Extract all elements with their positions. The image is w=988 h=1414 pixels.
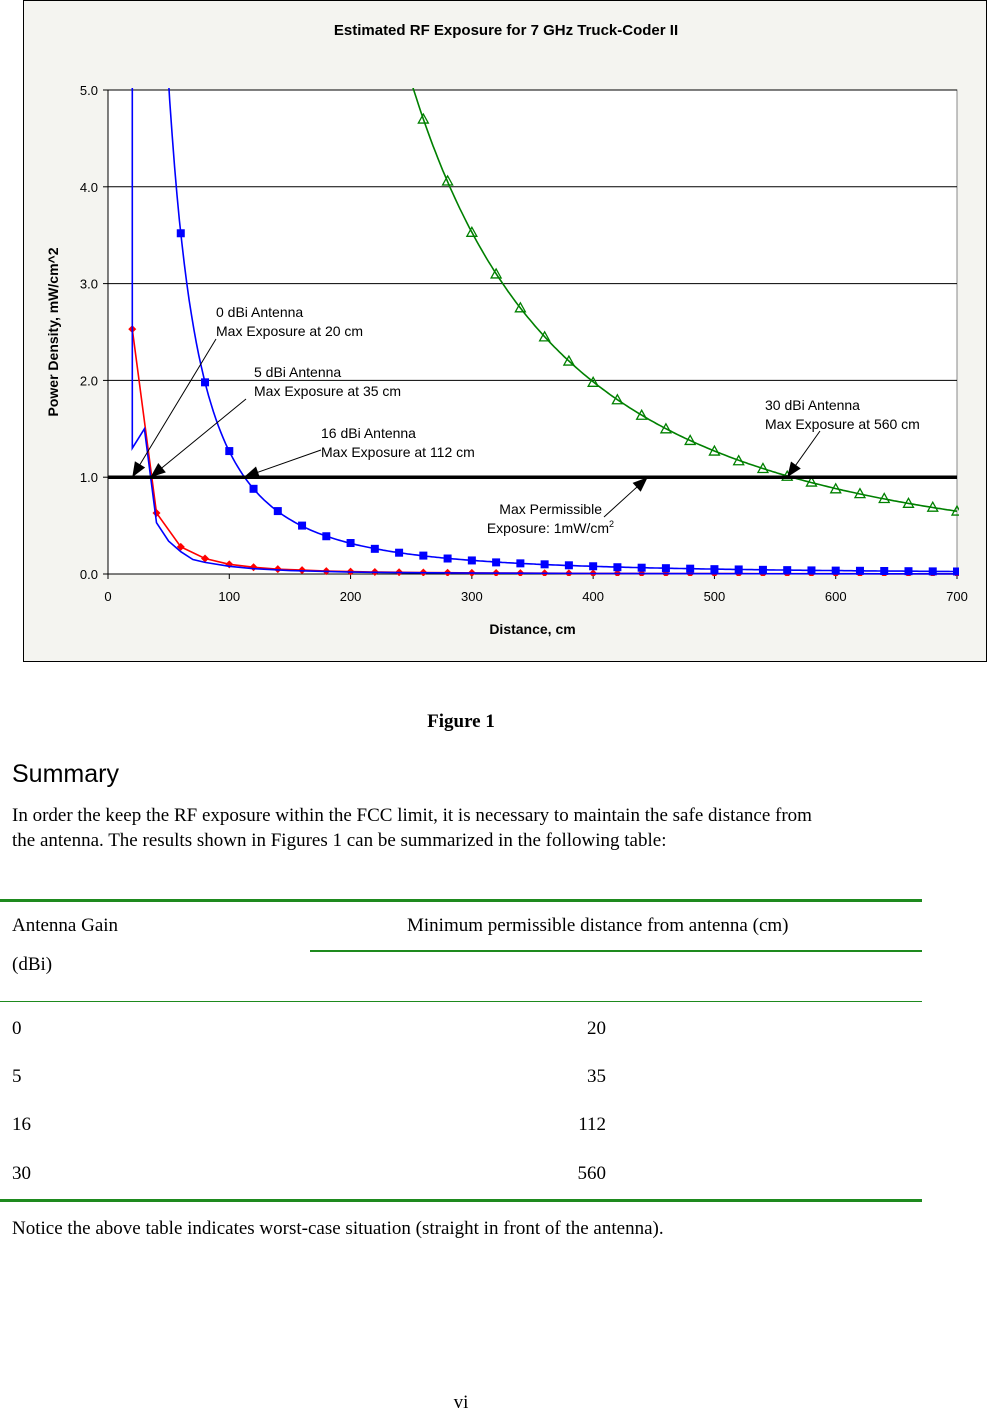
chart-canvas: [24, 1, 988, 663]
summary-paragraph-line-2: the antenna. The results shown in Figures 1 can be summarized in the following table:: [12, 830, 667, 851]
data-point-square: [177, 229, 185, 237]
callout-label-line-1: 0 dBi Antenna: [216, 304, 304, 320]
y-tick-label: 5.0: [79, 83, 98, 98]
x-tick-label: 0: [104, 589, 112, 604]
header-antenna-gain: Antenna Gain: [12, 915, 119, 936]
data-point-square: [735, 565, 743, 573]
callout-label-line-2: Max Exposure at 20 cm: [216, 323, 364, 339]
data-point-square: [565, 561, 573, 569]
data-point-square: [419, 552, 427, 560]
data-point-square: [589, 562, 597, 570]
data-point-square: [880, 567, 888, 575]
y-tick-label: 2.0: [79, 373, 98, 389]
callout-label-line-1: Max Permissible: [499, 501, 602, 517]
data-point-square: [541, 560, 549, 568]
header-min-distance: Minimum permissible distance from antenna (cm): [407, 915, 789, 936]
callout-label-line-2: Max Exposure at 112 cm: [321, 444, 475, 460]
x-tick-label: 400: [582, 589, 604, 604]
data-point-square: [613, 563, 621, 571]
row-gain: 30: [12, 1163, 31, 1184]
data-point-square: [710, 565, 718, 573]
callout-label-line-1: 16 dBi Antenna: [321, 425, 416, 441]
callout-label-line-2: Max Exposure at 560 cm: [765, 416, 920, 432]
data-point-square: [322, 532, 330, 540]
data-point-square: [638, 564, 646, 572]
data-point-square: [783, 566, 791, 574]
data-point-square: [807, 566, 815, 574]
data-point-square: [492, 558, 500, 566]
table-header-sub-rule: [310, 950, 922, 952]
y-tick-label: 1.0: [79, 470, 98, 486]
rf-exposure-chart: [23, 0, 987, 662]
y-axis-title: Power Density, mW/cm^2: [45, 247, 61, 417]
callout-label-line-2: Exposure: $1mW/cm^2$: [486, 519, 614, 536]
x-tick-label: 500: [703, 589, 726, 604]
data-point-square: [347, 539, 355, 547]
chart-title: Estimated RF Exposure for 7 GHz Truck-Coder II: [333, 22, 679, 39]
data-point-square: [953, 567, 961, 575]
x-tick-label: 700: [946, 589, 968, 604]
row-distance: 560: [577, 1163, 606, 1184]
page-number: vi: [453, 1392, 469, 1413]
row-gain: 16: [12, 1114, 31, 1135]
x-tick-label: 200: [339, 589, 362, 604]
data-point-square: [201, 378, 209, 386]
table-bottom-rule: [0, 1199, 922, 1202]
data-point-square: [662, 564, 670, 572]
row-distance: 112: [578, 1114, 606, 1135]
data-point-square: [929, 567, 937, 575]
data-point-square: [686, 565, 694, 573]
callout-label-line-1: 5 dBi Antenna: [254, 364, 342, 380]
row-gain: 5: [12, 1066, 22, 1087]
x-tick-label: 600: [824, 589, 847, 604]
data-point-square: [225, 447, 233, 455]
data-point-square: [856, 567, 864, 575]
data-point-square: [904, 567, 912, 575]
data-point-square: [444, 555, 452, 563]
row-distance: 35: [587, 1066, 606, 1087]
data-point-square: [395, 549, 403, 557]
data-point-square: [832, 567, 840, 575]
data-point-square: [371, 545, 379, 553]
x-tick-label: 300: [461, 589, 483, 604]
x-axis-title: Distance, cm: [489, 621, 576, 637]
table-top-rule: [0, 899, 922, 902]
y-tick-label: 3.0: [79, 276, 98, 292]
summary-paragraph-line-1: In order the keep the RF exposure within the FCC limit, it is necessary to maintain the safe distance from: [12, 805, 812, 826]
figure-caption: Figure 1: [427, 711, 495, 732]
data-point-square: [250, 485, 258, 493]
summary-heading: Summary: [12, 760, 119, 788]
y-tick-label: 4.0: [79, 179, 98, 195]
data-point-square: [468, 556, 476, 564]
header-antenna-gain-unit: (dBi): [12, 954, 53, 975]
row-gain: 0: [12, 1018, 22, 1039]
table-header-rule: [0, 1001, 922, 1002]
data-point-square: [298, 522, 306, 530]
y-tick-label: 0.0: [79, 567, 98, 582]
callout-superscript: 2: [608, 519, 614, 529]
callout-label-line-1: 30 dBi Antenna: [765, 397, 860, 413]
data-point-square: [759, 566, 767, 574]
data-point-square: [516, 559, 524, 567]
note-paragraph: Notice the above table indicates worst-case situation (straight in front of the antenna).: [12, 1218, 664, 1239]
x-tick-label: 100: [218, 589, 241, 604]
row-distance: 20: [587, 1018, 606, 1039]
data-point-square: [274, 507, 282, 515]
callout-label-line-2: Max Exposure at 35 cm: [254, 383, 402, 399]
